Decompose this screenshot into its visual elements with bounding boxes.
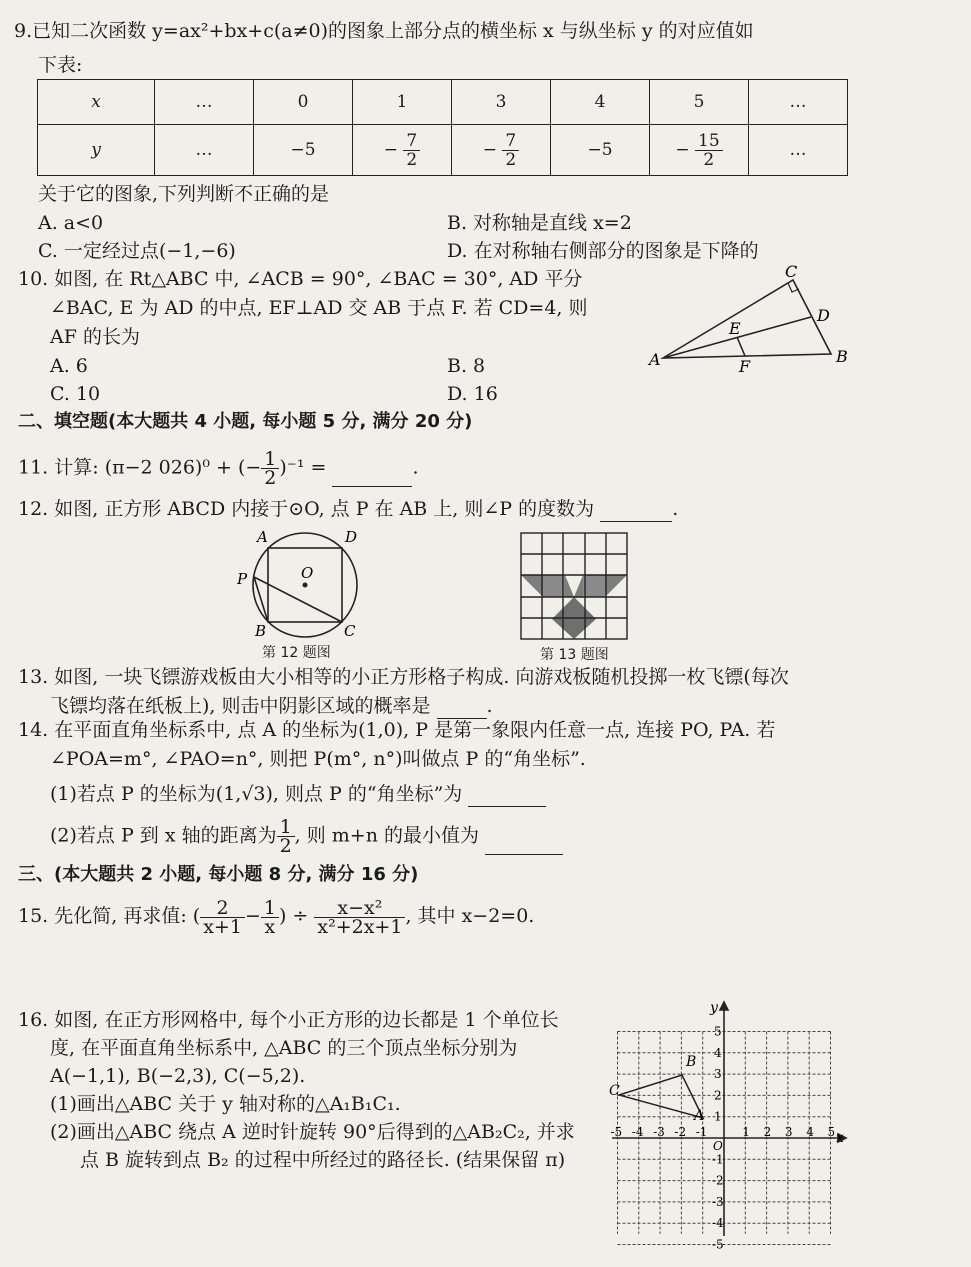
q14-sub2: [50, 818, 563, 855]
q14-line2: ∠POA=m°, ∠PAO=n°, 则把 P(m°, n°)叫做点 P 的“角坐标”.: [50, 748, 586, 770]
x-tick-label: -5: [610, 1125, 623, 1139]
table-cell: 4: [551, 80, 650, 125]
x-tick-label: 4: [806, 1125, 814, 1139]
q15-frac-1: [200, 896, 245, 938]
section-2-heading: 二、填空题(本大题共 4 小题, 每小题 5 分, 满分 20 分): [18, 411, 473, 432]
table-row-y: [38, 125, 848, 176]
q13-line1: 13. 如图, 一块飞镖游戏板由大小相等的小正方形格子构成. 向游戏板随机投掷一枚飞镖(每次: [18, 666, 789, 688]
y-tick-label: 3: [714, 1067, 722, 1082]
q13-line2-wrap: [50, 693, 493, 719]
q10-option-c: C. 10: [50, 383, 101, 405]
q15-frac-2: [261, 896, 279, 938]
numerator: 15: [695, 132, 723, 151]
shade-mid-right: [574, 575, 583, 597]
table-cell: x: [38, 80, 155, 125]
table-cell: [650, 125, 749, 176]
y-axis-arrow: [720, 1002, 728, 1010]
q11-suffix: )⁻¹ =: [279, 456, 327, 479]
q14-sub1-blank[interactable]: [468, 788, 546, 807]
q9-stem-line1: 9.已知二次函数 y=ax²+bx+c(a≠0)的图象上部分点的横坐标 x 与纵坐标 y 的对应值如: [14, 20, 754, 42]
q9-option-a: A. a<0: [38, 212, 104, 234]
denominator: 2: [279, 835, 292, 857]
q9-option-b: B. 对称轴是直线 x=2: [447, 212, 632, 234]
q16-line3: A(−1,1), B(−2,3), C(−5,2).: [50, 1065, 306, 1087]
x-tick-label: 3: [784, 1125, 793, 1139]
label-d: D: [817, 306, 830, 325]
q9-option-d: D. 在对称轴右侧部分的图象是下降的: [447, 240, 759, 262]
section-3-heading: 三、(本大题共 2 小题, 每小题 8 分, 满分 16 分): [18, 864, 419, 885]
x-tick-label: 2: [763, 1125, 772, 1139]
center-dot: [303, 583, 308, 588]
q11: [18, 450, 419, 487]
q9-value-table: [37, 79, 848, 176]
q10-option-d: D. 16: [447, 383, 498, 405]
q15-suffix: , 其中 x−2=0.: [405, 905, 535, 927]
q10-option-a: A. 6: [50, 355, 88, 377]
label-c: C: [344, 622, 356, 640]
q12-end: .: [672, 498, 679, 520]
q12-line: [18, 496, 678, 522]
table-cell: −5: [551, 125, 650, 176]
table-cell: y: [38, 125, 155, 176]
denominator: 2: [264, 467, 277, 489]
q14-fraction: [277, 818, 295, 855]
label-a: A: [649, 350, 661, 369]
shade-right-body: [583, 575, 605, 597]
q16-line6: 点 B 旋转到点 B₂ 的过程中所经过的路径长. (结果保留 π): [80, 1149, 566, 1171]
q10-option-b: B. 8: [447, 355, 486, 377]
table-cell: 3: [452, 80, 551, 125]
denominator: 2: [703, 149, 715, 170]
denominator: x+1: [203, 915, 242, 938]
q11-prefix: 11. 计算: (π−2 026)⁰ + (−: [18, 456, 262, 479]
numerator: x−x²: [314, 899, 405, 918]
numerator: 2: [200, 899, 245, 918]
y-tick-label: 1: [714, 1109, 722, 1124]
q12-answer-blank[interactable]: [600, 503, 672, 522]
numerator: 7: [403, 132, 420, 151]
q9-question: 关于它的图象,下列判断不正确的是: [38, 183, 330, 205]
q13-end: .: [486, 695, 493, 717]
sign: −: [675, 139, 690, 160]
denominator: x²+2x+1: [317, 915, 403, 938]
table-cell: …: [749, 80, 848, 125]
denominator: x: [264, 915, 276, 938]
q15-frac-3: [314, 896, 405, 938]
table-cell: −5: [254, 125, 353, 176]
x-axis-label: x: [836, 1130, 844, 1146]
q10-triangle-figure: [645, 262, 855, 374]
table-row-x: [38, 80, 848, 125]
q15: [18, 892, 534, 940]
denominator: 2: [406, 149, 418, 170]
label-a: A: [257, 528, 268, 546]
q16-line5: (2)画出△ABC 绕点 A 逆时针旋转 90°后得到的△AB₂C₂, 并求: [50, 1121, 575, 1143]
label-b: B: [836, 347, 848, 366]
table-cell: …: [155, 125, 254, 176]
y-axis-label: y: [710, 1000, 718, 1016]
q9-stem-line2: 下表:: [38, 54, 83, 76]
shade-right-wing: [605, 575, 627, 597]
table-cell: 1: [353, 80, 452, 125]
q14-sub2-prefix: (2)若点 P 到 x 轴的距离为: [50, 824, 277, 847]
table-cell: …: [155, 80, 254, 125]
table-cell: …: [749, 125, 848, 176]
q14-sub1: [50, 781, 546, 807]
fraction: [695, 132, 723, 169]
q13-line2: 飞镖均落在纸板上), 则击中阴影区域的概率是: [50, 695, 431, 717]
label-d: D: [345, 528, 358, 546]
q11-fraction: [261, 450, 279, 487]
x-tick-label: -3: [653, 1125, 665, 1139]
q10-line2: ∠BAC, E 为 AD 的中点, EF⊥AD 交 AB 于点 F. 若 CD=4, 则: [50, 297, 588, 319]
fraction: [403, 132, 420, 169]
y-tick-label: -2: [712, 1173, 724, 1188]
q12-text: 12. 如图, 正方形 ABCD 内接于⊙O, 点 P 在 AB 上, 则∠P 的度数为: [18, 498, 595, 520]
shade-mid-left: [565, 575, 574, 597]
q14-sub1-text: (1)若点 P 的坐标为(1,√3), 则点 P 的“角坐标”为: [50, 783, 463, 805]
table-cell: 5: [650, 80, 749, 125]
label-f: F: [739, 357, 751, 376]
q14-sub2-suffix: , 则 m+n 的最小值为: [294, 824, 480, 847]
label-c: C: [785, 262, 798, 281]
numerator: 7: [502, 132, 519, 151]
q15-minus: −: [244, 905, 261, 927]
q10-line1: 10. 如图, 在 Rt△ABC 中, ∠ACB = 90°, ∠BAC = 30°, AD 平分: [18, 268, 583, 290]
q16-line2: 度, 在平面直角坐标系中, △ABC 的三个顶点坐标分别为: [50, 1037, 518, 1059]
q14-line1: 14. 在平面直角坐标系中, 点 A 的坐标为(1,0), P 是第一象限内任意一点, 连接 PO, PA. 若: [18, 719, 776, 741]
q11-end: .: [412, 456, 419, 479]
x-tick-label: -1: [695, 1125, 708, 1139]
point-c-label: C: [609, 1083, 620, 1099]
numerator: 1: [261, 899, 279, 918]
x-tick-label: 1: [742, 1125, 750, 1139]
y-tick-label: 4: [714, 1045, 722, 1060]
point-a-label: A: [694, 1108, 705, 1124]
label-b: B: [255, 622, 267, 640]
point-b-label: B: [686, 1054, 697, 1070]
q13-caption: 第 13 题图: [540, 647, 609, 663]
y-tick-label: -5: [712, 1237, 724, 1252]
shade-left-body: [543, 575, 565, 597]
x-tick-label: 5: [827, 1125, 836, 1139]
triangle-abc: [619, 1075, 703, 1118]
x-tick-label: -4: [631, 1125, 644, 1139]
fraction: [502, 132, 519, 169]
numerator: 1: [277, 818, 295, 837]
q12-circle-figure: [225, 525, 375, 640]
q10-line3: AF 的长为: [50, 326, 140, 348]
table-cell: [353, 125, 452, 176]
q16-line4: (1)画出△ABC 关于 y 轴对称的△A₁B₁C₁.: [50, 1093, 401, 1115]
x-tick-label: -2: [674, 1125, 687, 1139]
q9-option-c: C. 一定经过点(−1,−6): [38, 240, 236, 262]
y-tick-label: -3: [712, 1194, 724, 1209]
table-cell: 0: [254, 80, 353, 125]
y-tick-label: 5: [714, 1024, 722, 1039]
denominator: 2: [505, 149, 517, 170]
origin-label: O: [713, 1139, 723, 1153]
q11-answer-blank[interactable]: [332, 468, 412, 487]
y-tick-label: -4: [712, 1216, 724, 1231]
q16-coordinate-grid: [606, 996, 851, 1252]
q14-sub2-blank[interactable]: [485, 836, 563, 855]
y-tick-label: 2: [714, 1088, 722, 1103]
label-e: E: [729, 319, 741, 338]
segment-ef: [737, 337, 745, 356]
q15-prefix: 15. 先化简, 再求值: (: [18, 905, 201, 927]
shade-left-wing: [521, 575, 543, 597]
sign: −: [383, 139, 398, 160]
sign: −: [482, 139, 497, 160]
label-p: P: [237, 570, 248, 588]
q13-dart-board: [518, 530, 630, 642]
q16-line1: 16. 如图, 在正方形网格中, 每个小正方形的边长都是 1 个单位长: [18, 1009, 559, 1031]
label-o: O: [301, 564, 314, 582]
table-cell: [452, 125, 551, 176]
q15-div: ) ÷: [278, 905, 309, 927]
y-tick-label: -1: [712, 1152, 724, 1167]
q12-caption: 第 12 题图: [262, 645, 331, 661]
numerator: 1: [261, 450, 279, 469]
